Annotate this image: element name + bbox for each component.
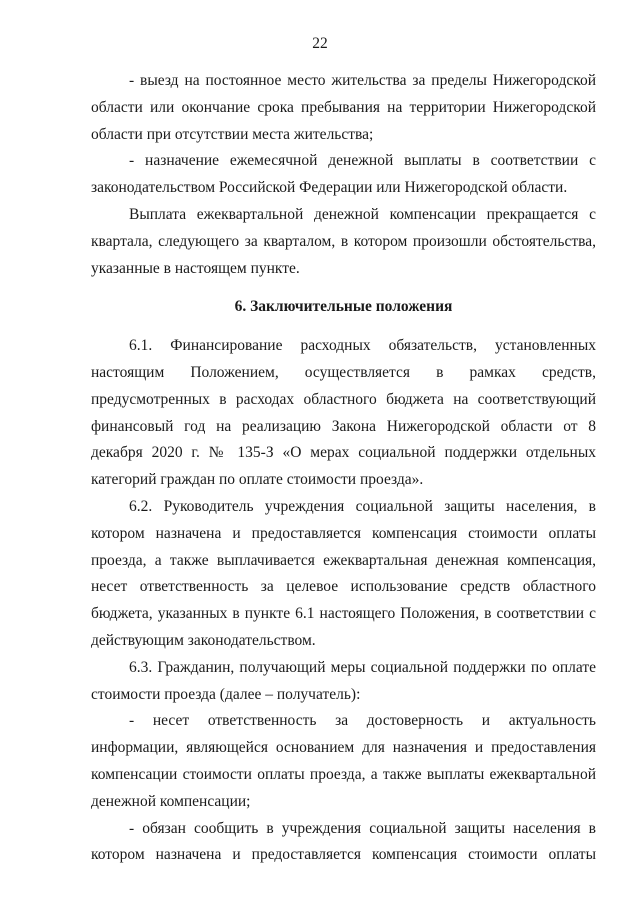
paragraph-6-1: 6.1. Финансирование расходных обязательств, установленных настоящим Положением, осуществляется в рамках средств, предусмотренных в расходах областного бюджета на соответствующий финансовый год на реализацию Закона Нижегородской области от 8 декабря 2020 г. № 135-З «О мерах социальной поддержки отдельных категорий граждан по оплате стоимости проезда». [91, 337, 596, 489]
paragraph-departure: - выезд на постоянное место жительства за пределы Нижегородской области или окончание срока пребывания на территории Нижегородской области при отсутствии места жительства; [91, 72, 596, 143]
paragraph-6-3: 6.3. Гражданин, получающий меры социальной поддержки по оплате стоимости проезда (далее – получатель): [91, 658, 596, 703]
paragraph-responsibility: - несет ответственность за достоверность и актуальность информации, являющейся основанием для назначения и предоставления компенсации стоимости оплаты проезда, а также выплаты ежеквартальной денежной компенсации; [91, 712, 596, 810]
section-heading: 6. Заключительные положения [234, 298, 453, 316]
paragraph-obligation: - обязан сообщить в учреждения социальной защиты населения в котором назначена и предоставляется компенсация стоимости оплаты [91, 819, 596, 864]
paragraph-6-2: 6.2. Руководитель учреждения социальной защиты населения, в котором назначена и предоставляется компенсация стоимости оплаты проезда, а также выплачивается ежеквартальная денежная компенсация, несет ответственность за целевое использование средств областного бюджета, указанных в пункте 6.1 настоящего Положения, в соответствии с действующим законодательством. [91, 497, 596, 649]
document-body [91, 68, 596, 869]
page-number: 22 [312, 35, 328, 52]
paragraph-payment-termination: Выплата ежеквартальной денежной компенсации прекращается с квартала, следующего за кварталом, в котором произошли обстоятельства, указанные в настоящем пункте. [91, 205, 596, 277]
paragraph-monthly-payment: - назначение ежемесячной денежной выплаты в соответствии с законодательством Российской Федерации или Нижегородской области. [91, 152, 596, 197]
